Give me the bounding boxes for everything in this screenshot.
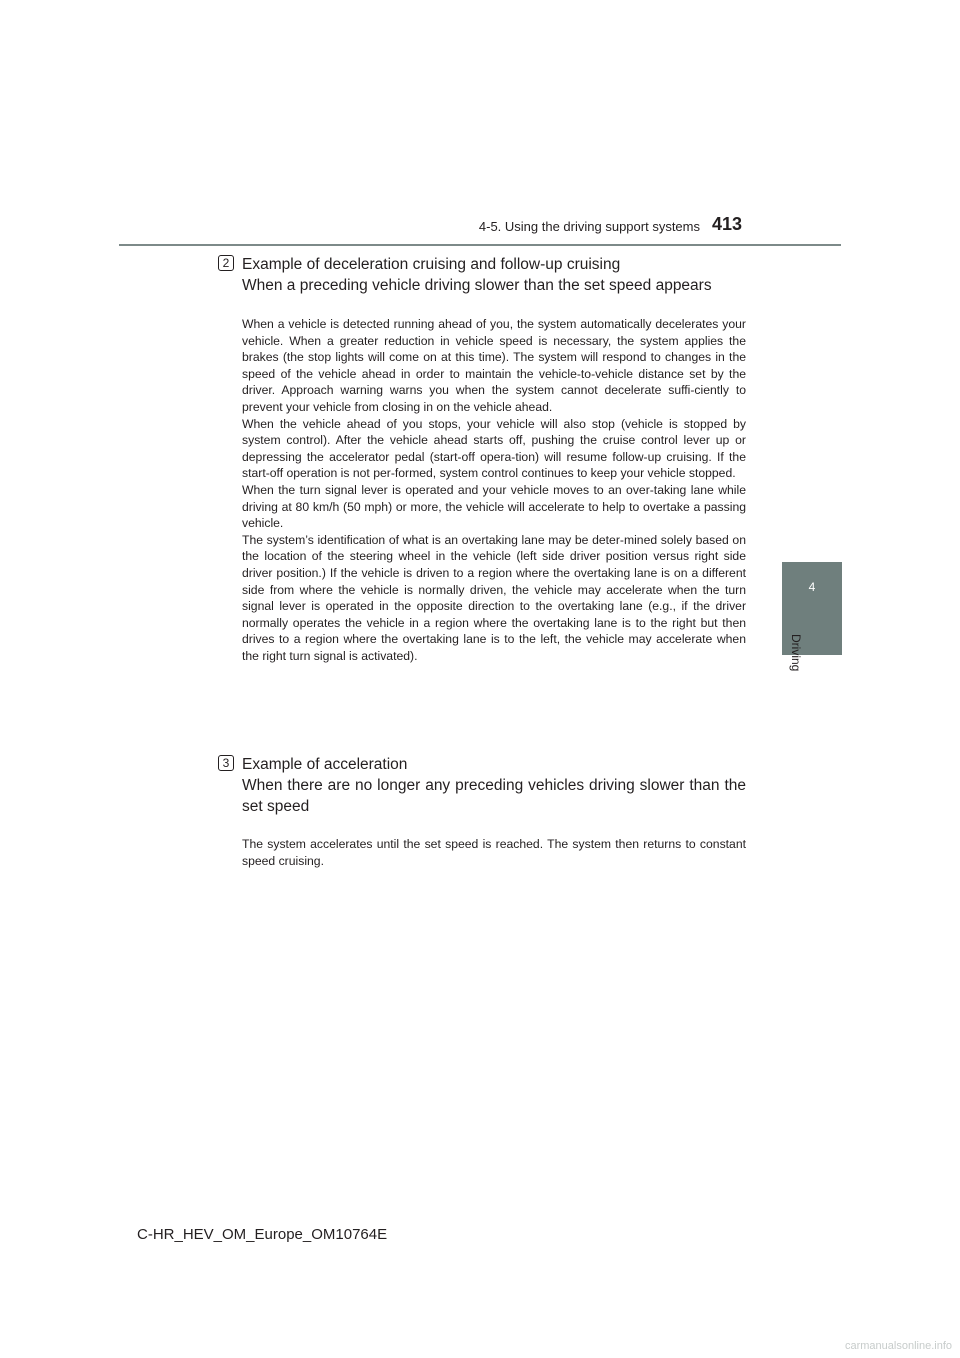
section-marker: 2 bbox=[218, 255, 234, 271]
header-rule bbox=[119, 244, 841, 246]
section-acceleration bbox=[218, 754, 746, 869]
section-marker: 3 bbox=[218, 755, 234, 771]
section-deceleration bbox=[218, 254, 746, 664]
section-body bbox=[242, 316, 746, 664]
section-title: Example of deceleration cruising and follow-up cruising bbox=[242, 256, 621, 273]
section-subtitle: When a preceding vehicle driving slower than the set speed appears bbox=[242, 277, 712, 294]
body-paragraph: When a vehicle is detected running ahead of you, the system automatically decelerates your vehicle. When a greater reduction in vehicle speed is necessary, the system applies the brakes (the stop lights will come on at this time). The system will respond to changes in the speed of the vehicle ahead in order to maintain the vehicle-to-vehicle distance set by the driver. Approach warning warns you when the system cannot decelerate suffi-ciently to prevent your vehicle from closing in on the vehicle ahead. bbox=[242, 317, 746, 414]
body-paragraph: When the vehicle ahead of you stops, your vehicle will also stop (vehicle is stopped by system control). After the vehicle ahead starts off, pushing the cruise control lever up or depressing the accelerator pedal (start-off opera-tion) will resume follow-up cruising. If the start-off operation is not per-formed, system control continues to keep your vehicle stopped. bbox=[242, 416, 746, 481]
section-heading bbox=[242, 754, 746, 817]
section-title: Example of acceleration bbox=[242, 756, 408, 773]
section-body bbox=[242, 836, 746, 869]
footer-doc-code: C-HR_HEV_OM_Europe_OM10764E bbox=[137, 1226, 388, 1243]
chapter-label: Driving bbox=[789, 634, 803, 672]
page-number: 413 bbox=[712, 214, 743, 234]
chapter-number: 4 bbox=[808, 580, 816, 594]
body-paragraph: When the turn signal lever is operated and your vehicle moves to an over-taking lane while driving at 80 km/h (50 mph) or more, the vehicle will accelerate to help to overtake a passing vehicle. bbox=[242, 482, 746, 531]
section-subtitle: When there are no longer any preceding vehicles driving slower than the set speed bbox=[242, 777, 746, 815]
watermark: carmanualsonline.info bbox=[844, 1340, 952, 1352]
header-section-title: 4-5. Using the driving support systems bbox=[478, 219, 700, 234]
body-paragraph: The system’s identification of what is an overtaking lane may be deter-mined solely based on the location of the steering wheel in the vehicle (left side driver position versus right side driver position.) If the vehicle is driven to a region where the overtaking lane is on a different side from where the vehicle is normally driven, the vehicle may accelerate when the turn signal lever is operated in the opposite direction to the overtaking lane (e.g., if the driver normally operates the vehicle in a region where the overtaking lane is to the right but then drives to a region where the overtaking lane is to the left, the vehicle may accelerate when the right turn signal is activated). bbox=[242, 532, 746, 663]
section-heading bbox=[242, 254, 746, 296]
body-paragraph: The system accelerates until the set speed is reached. The system then returns to constant speed cruising. bbox=[242, 837, 746, 868]
